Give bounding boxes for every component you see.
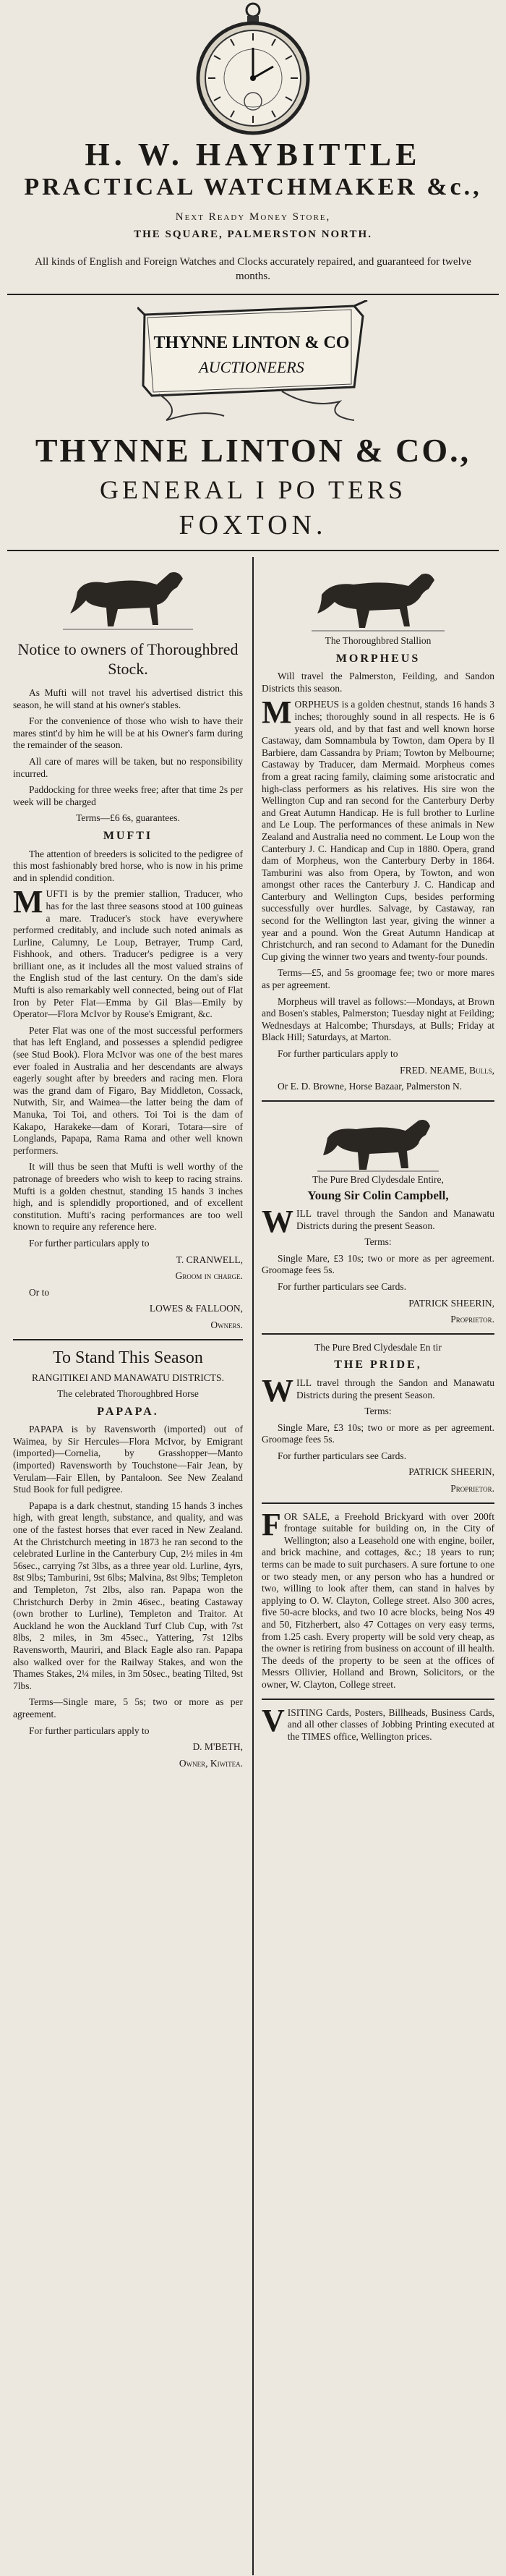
thynne-place: FOXTON. [179, 510, 327, 540]
mufti-notice-heading: Notice to owners of Thoroughbred Stock. [17, 640, 239, 678]
morpheus-intro: The Thoroughbred Stallion [325, 635, 432, 646]
papapa-paragraph: PAPAPA is by Ravensworth (imported) out of Waimea, by Sir Hercules—Flora McIvor, by Emigrant (imported)—Cornelia, by Grasshopper—Manto (imported) Ravensworth by Touchstone—Fair Jean, by Verulam—Fair Ellen, by Pantaloon. See New Zealand Stud Book for full pedigree. [13, 1424, 243, 1495]
mufti-groom: T. CRANWELL, [176, 1254, 243, 1265]
haybittle-trade: PRACTICAL WATCHMAKER &c., [24, 174, 482, 200]
papapa-heading: To Stand This Season [53, 1348, 203, 1367]
pride-paragraph: ILL travel through the Sandon and Manawatu Districts during the present Season. [296, 1377, 494, 1400]
left-column [13, 563, 243, 1774]
colin-terms: Single Mare, £3 10s; two or more as per agreement. Groomage fees 5s. [262, 1252, 494, 1276]
drop-cap: W [262, 1203, 293, 1239]
thynne-subtitle: GENERAL I PO TERS [99, 475, 406, 504]
pride-owner: PATRICK SHEERIN, [408, 1466, 494, 1478]
colin-terms-heading: Terms: [364, 1236, 392, 1248]
section-divider [7, 294, 499, 295]
section-divider [262, 1699, 494, 1700]
colin-owner-role: Proprietor. [450, 1314, 494, 1325]
colin-intro: The Pure Bred Clydesdale Entire, [312, 1173, 444, 1185]
morpheus-name: MORPHEUS [335, 652, 421, 665]
morpheus-agent: FRED. NEAME, Bulls, [400, 1064, 494, 1076]
papapa-apply: For further particulars apply to [29, 1725, 150, 1736]
haybittle-address-line-1: Next Ready Money Store, [175, 211, 331, 223]
mufti-heading: MUFTI [103, 829, 153, 842]
morpheus-agent: Or E. D. Browne, Horse Bazaar, Palmerston N. [278, 1081, 463, 1092]
morpheus-paragraph: ORPHEUS is a golden chestnut, stands 16 hands 3 inches; thoroughly sound in all respects. He is 6 years old, and by that fast and well known horse Castaway, dam Somnambula by Towton, dam Opera by Il Barbiere, dam Cassandra by Priam; Towton by Melbourne; Castaway by Traducer, dam Mermaid. Morpheus comes from a great racing family, claiming some aristocratic and high-class performers as his relatives. His sire won the Wellington Cup and ran second for the Canterbury Derby and Great Autumn Handicap. He is full brother to Lurline and Le Loup. The performances of these animals in New Zealand and Australia need no comment. Le Loup won the Canterbury J. C. Handicap and Cup in 1880. Opera, grand dam of Morpheus, won the Canterbury Derby in 1864. Tamburini was also from Opera, by Towton, and won amongst other races the Canterbury J. C. Handicap and Canterbury and Wellington Cups, besides performing successfully over hurdles. Salvage, by Castaway, ran second for the Wellington last year, giving the winner a year and a pound. Won the Great Autumn Handicap at Christchurch, and ran second to Adamant for the Dunedin Cup giving the winner two years and twenty-four pounds. [262, 699, 494, 962]
haybittle-description: All kinds of English and Foreign Watches and Clocks accurately repaired, and guaranteed for twelve months. [35, 256, 471, 282]
banner-line-2: AUCTIONEERS [199, 358, 304, 376]
morpheus-apply: For further particulars apply to [278, 1048, 398, 1059]
haybittle-name: H. W. HAYBITTLE [85, 137, 421, 172]
stallion-illustration [306, 563, 450, 635]
drop-cap: V [262, 1702, 285, 1738]
drop-cap: M [262, 694, 292, 731]
mufti-paragraph: It will thus be seen that Mufti is well worthy of the patronage of breeders who wish to keep to racing strains. Mufti is a golden chestnut, standing 15 hands 3 inches high, and is splendidly proportioned, and of excellent constitution. Mufti's racing performances are too well known to require any reference here. [13, 1161, 243, 1233]
pride-terms-heading: Terms: [364, 1406, 392, 1417]
section-divider [13, 1339, 243, 1340]
pride-owner-role: Proprietor. [450, 1483, 494, 1495]
right-column [262, 563, 494, 1747]
colin-name: Young Sir Colin Campbell, [307, 1189, 449, 1203]
section-divider [262, 1333, 494, 1335]
morpheus-terms: Terms—£5, and 5s groomage fee; two or more mares as per agreement. [262, 967, 494, 991]
mufti-or: Or to [29, 1286, 50, 1298]
mufti-paragraph: For the convenience of those who wish to have their mares stint'd by him he will be at his Owner's farm during the remainder of the season. [13, 715, 243, 751]
papapa-owner-role: Owner, Kiwitea. [179, 1757, 243, 1769]
mufti-owners-role: Owners. [210, 1319, 243, 1330]
colin-cards: For further particulars see Cards. [278, 1280, 407, 1292]
mufti-paragraph: As Mufti will not travel his advertised district this season, he will stand at his owner's stables. [13, 687, 243, 710]
brickyard-paragraph: OR SALE, a Freehold Brickyard with over 200ft frontage suitable for building on, in the City of Wellington; also a Leasehold one with engine, boiler, and brick machine, and cottages, &c.; 18 years to run; terms can be made to suit purchasers. A sure fortune to one or two steady men, or any person who has a hundred or two, willing to look after them, can stand in halves by applying to O. W. Clayton, College street. Also 300 acres, five 50-acre blocks, and two 10 acre blocks, being Nos 49 and 50, Fitzherbert, also 47 Cottages on very easy terms, from 1.25 cash. Every property will be sold very cheap, as the owner is retiring from business on account of ill health. The deeds of the property to be seen at the offices of Messrs Ollivier, Holland and Brown, Solicitors, or the owner, W. Clayton, College street. [262, 1510, 494, 1690]
pride-name: THE PRIDE, [334, 1359, 422, 1372]
mufti-paragraph: The attention of breeders is solicited to the pedigree of this most fashionably bred horse, who is now in his prime and in splendid condition. [13, 848, 243, 883]
thynne-name: THYNNE LINTON & CO., [35, 432, 471, 469]
banner-line-1: THYNNE LINTON & CO [153, 333, 350, 352]
drop-cap: F [262, 1506, 281, 1542]
mufti-owners: LOWES & FALLOON, [149, 1303, 243, 1314]
mufti-paragraph: All care of mares will be taken, but no responsibility incurred. [13, 755, 243, 779]
drop-cap: M [13, 884, 43, 920]
papapa-terms: Terms—Single mare, 5 5s; two or more as per agreement. [13, 1696, 243, 1720]
mufti-terms: Terms—£6 6s, guarantees. [76, 812, 180, 824]
auctioneers-banner [137, 300, 369, 423]
pride-intro: The Pure Bred Clydesdale En tir [314, 1341, 442, 1353]
morpheus-travel: Will travel the Palmerston, Feilding, and Sandon Districts this season. [262, 671, 494, 694]
section-divider [262, 1502, 494, 1504]
pride-terms: Single Mare, £3 10s; two or more as per agreement. Groomage fees 5s. [262, 1421, 494, 1445]
papapa-name: PAPAPA. [97, 1405, 159, 1418]
papapa-paragraph: Papapa is a dark chestnut, standing 15 hands 3 inches high, with great length, substance, and quality, and was one of the fastest horses that ever raced in New Zealand. At the Christchurch meeting in 1873 he ran second to the celebrated Lurline in the Canterbury Cup, 2½ miles in 4m 56sec., carrying 7st 3lbs, as a three year old. Lurline, 4yrs, 8st 9lbs; Tamburini, 9st 6lbs; Malvina, 8st 9lbs; Templeton and Templeton, 7st 2lbs, also ran. Papapa won the Christchurch Derby in 2min 46sec., beating Castaway (own brother to Lurline), Templeton and Traitor. At Auckland he won the Auckland Turf Club Cup, with 7st 8lbs, 2 miles, in 3m 45sec., Yattering, 7st 12lbs Ravensworth, Mauriri, and Black Eagle also ran. Papapa also walked over for the Railway Stakes, and won the Thames Stakes, 2¼ miles, in 3m 50sec., beating Tilted, 9st 7lbs. [13, 1500, 243, 1691]
drop-cap: W [262, 1372, 293, 1408]
papapa-celebrated: The celebrated Thoroughbred Horse [57, 1388, 199, 1400]
racehorse-illustration [56, 563, 200, 635]
papapa-districts: RANGITIKEI AND MANAWATU DISTRICTS. [32, 1372, 224, 1383]
haybittle-address-line-2: THE SQUARE, PALMERSTON NORTH. [134, 229, 372, 240]
mufti-groom-role: Groom in charge. [175, 1270, 243, 1282]
mufti-apply: For further particulars apply to [29, 1237, 150, 1249]
section-divider [262, 1100, 494, 1102]
mufti-paragraph: Paddocking for three weeks free; after that time 2s per week will be charged [13, 784, 243, 807]
pocket-watch-illustration [188, 0, 318, 137]
papapa-owner: D. M'BETH, [192, 1741, 243, 1753]
colin-owner: PATRICK SHEERIN, [408, 1297, 494, 1309]
morpheus-paragraph: Morpheus will travel as follows:—Mondays, at Brown and Bosen's stables, Palmerston; Tuesday night at Feilding; Wednesdays at Halcombe; Thursdays, at Bulls; Friday at Black Hill; Saturdays, at Marton. [262, 995, 494, 1043]
clydesdale-illustration [313, 1109, 443, 1174]
pride-cards: For further particulars see Cards. [278, 1450, 407, 1461]
mufti-paragraph: Peter Flat was one of the most successful performers that has left England, and possesses a splendid pedigree (see Stud Book). Flora McIvor was one of the best mares ever foaled in Australia and her descendants are always eagerly sought after by breeders and racing men. Flora was the grand dam of Figaro, Bay Middleton, Cossack, Nutwith, Sir, and Waimea—the latter being the dam of Manuka, Toi Toi, and others. Toi Toi is the dam of Kakapo, Harakeke—dam of Korari, Totara—sire of Longlands, Papapa, Rama Rama and other well known performers. [13, 1024, 243, 1156]
colin-paragraph: ILL travel through the Sandon and Manawatu Districts during the present Season. [296, 1207, 494, 1231]
column-divider [252, 557, 254, 2575]
printing-paragraph: ISITING Cards, Posters, Billheads, Business Cards, and all other classes of Jobbing Printing executed at the TIMES office, Wellington prices. [287, 1706, 494, 1742]
mufti-paragraph: UFTI is by the premier stallion, Traducer, who has for the last three seasons stood at 100 guineas a mare. Traducer's stock have everywhere performed creditably, and include such noted animals as Lurline, Calumny, Le Loup, Betrayer, Trump Card, Fishhook, and others. Traducer's pedigree is a very brilliant one, as it includes all the most valued strains of the English stud of the last century. On the dam's side Mufti is also remarkably well connected, being out of Flat Iron by Peter Flat—Emma by Gil Blas—Emily by Operator—Flora McIvor by Rouse's Emigrant, &c. [13, 888, 243, 1020]
section-divider [7, 550, 499, 551]
